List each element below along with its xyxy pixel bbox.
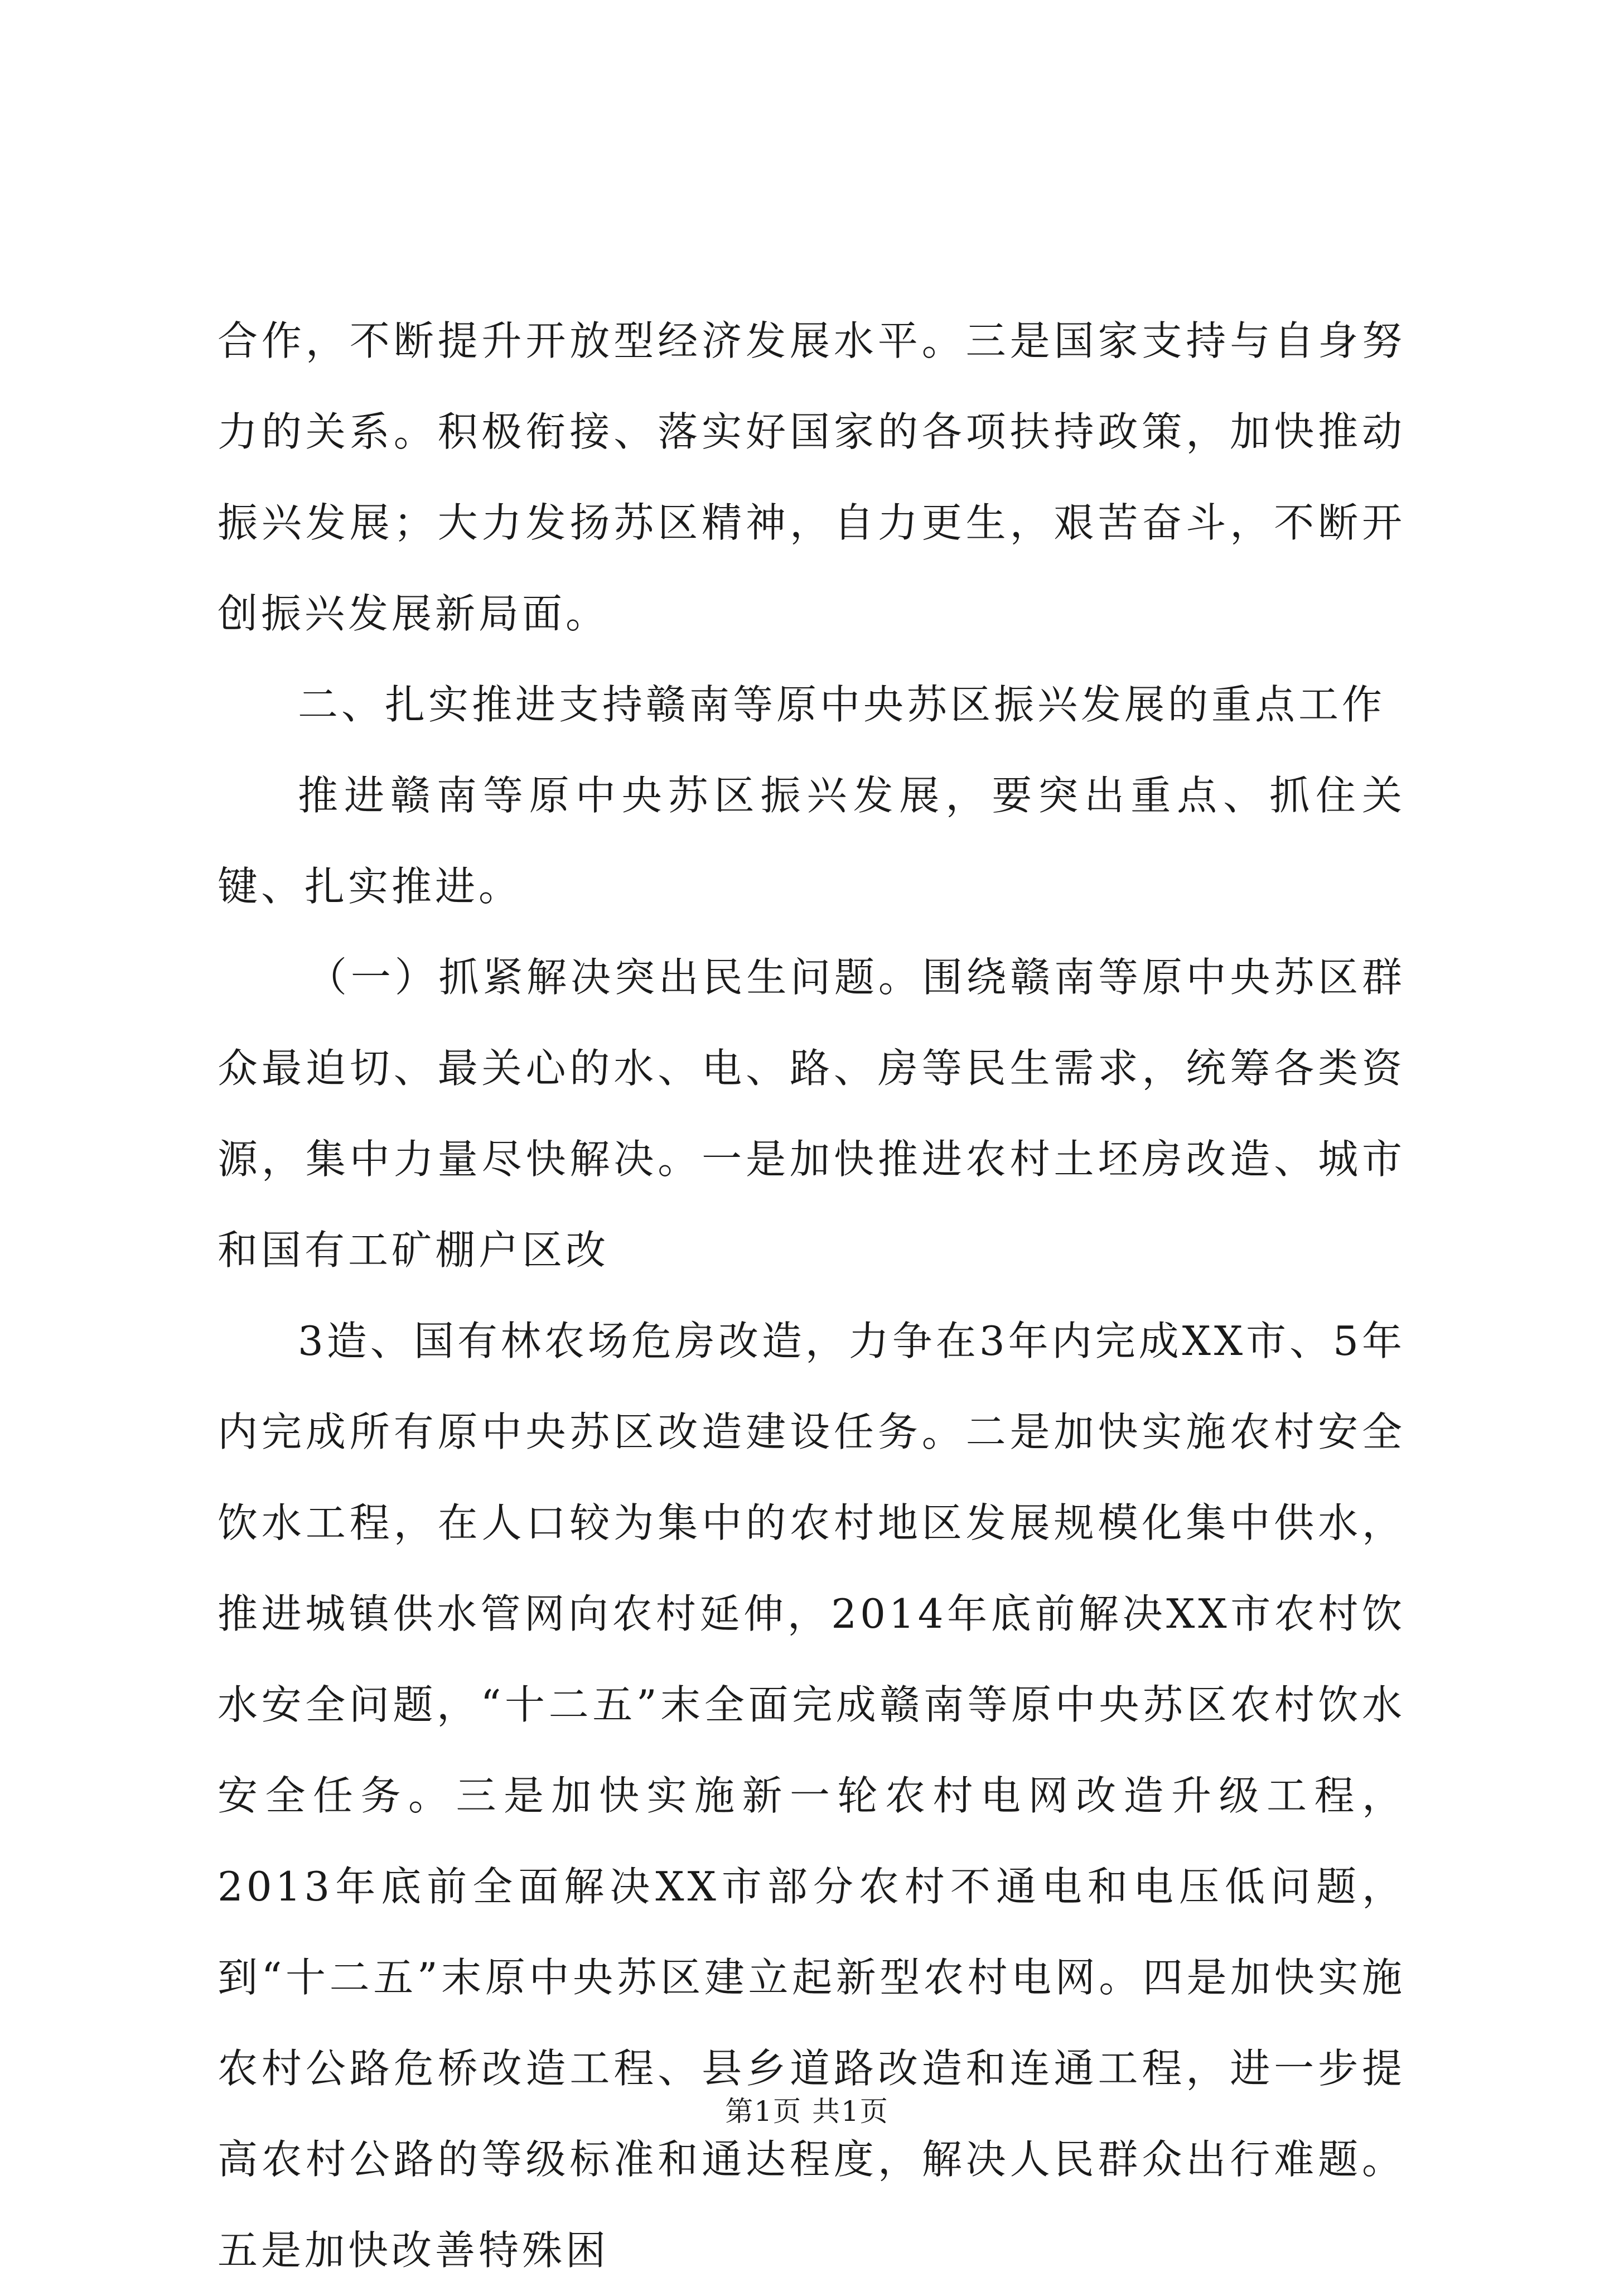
paragraph-body: 3造、国有林农场危房改造，力争在3年内完成XX市、5年内完成所有原中央苏区改造建设任务。二是加快实施农村安全饮水工程，在人口较为集中的农村地区发展规模化集中供水，推进城镇供水管网向农村延伸，2014年底前解决XX市农村饮水安全问题，“十二五”末全面完成赣南等原中央苏区农村饮水安全任务。三是加快实施新一轮农村电网改造升级工程，2013年底前全面解决XX市部分农村不通电和电压低问题，到“十二五”末原中央苏区建立起新型农村电网。四是加快实施农村公路危桥改造工程、县乡道路改造和连通工程，进一步提高农村公路的等级标准和通达程度，解决人民群众出行难题。五是加快改善特殊困 <box>218 1318 1405 2274</box>
paragraph-subsection-1: （一）抓紧解决突出民生问题。围绕赣南等原中央苏区群众最迫切、最关心的水、电、路、房等民生需求，统筹各类资源，集中力量尽快解决。一是加快推进农村土坯房改造、城市和国有工矿棚户区改 <box>218 954 1405 1274</box>
document-body <box>218 296 1405 2296</box>
paragraph-intro: 推进赣南等原中央苏区振兴发展，要突出重点、抓住关键、扎实推进。 <box>218 772 1405 910</box>
paragraph-continuation: 合作，不断提升开放型经济发展水平。三是国家支持与自身努力的关系。积极衔接、落实好国家的各项扶持政策，加快推动振兴发展；大力发扬苏区精神，自力更生，艰苦奋斗，不断开创振兴发展新局面。 <box>218 317 1405 637</box>
section-heading: 二、扎实推进支持赣南等原中央苏区振兴发展的重点工作 <box>298 681 1386 728</box>
page-footer: 第1页 共1页 <box>725 2095 889 2128</box>
